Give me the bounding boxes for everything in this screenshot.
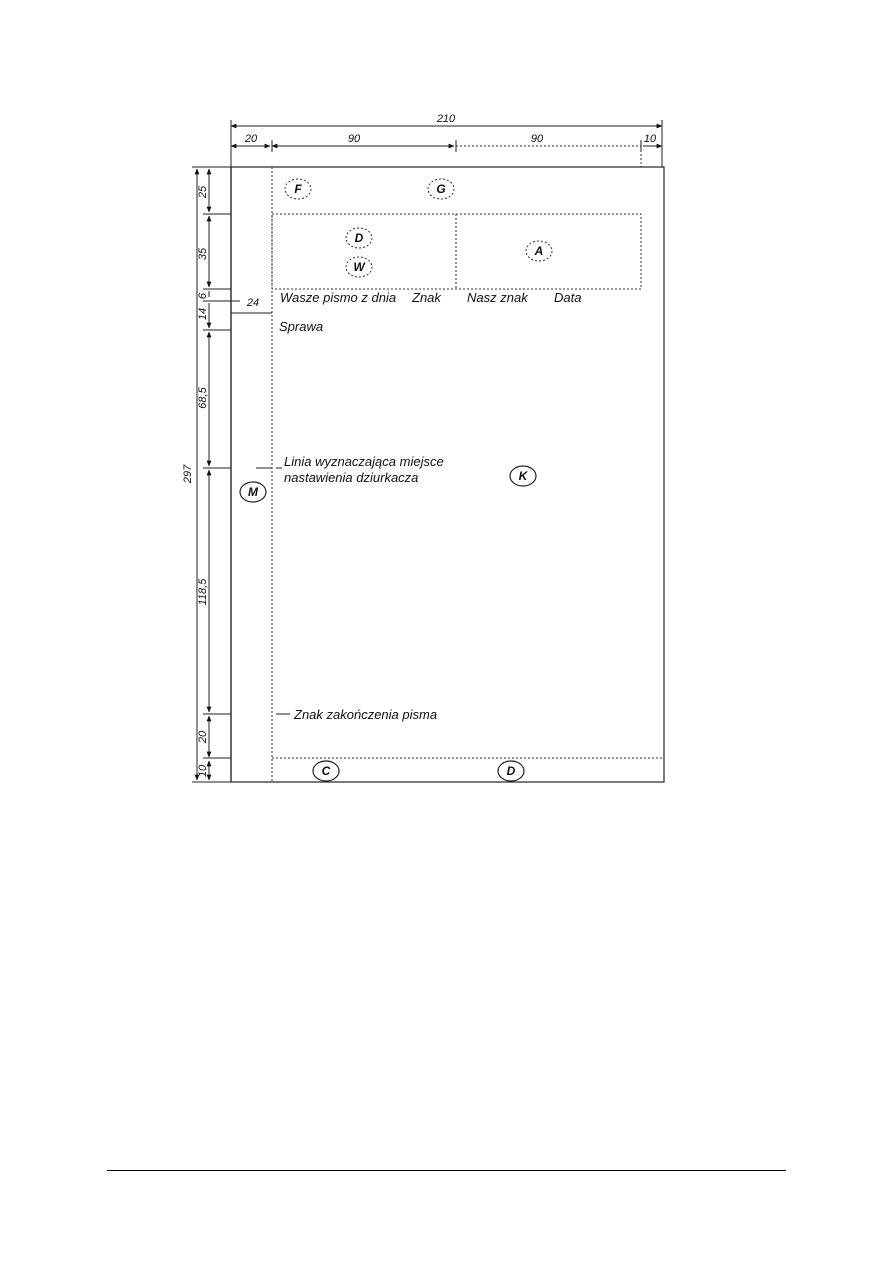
dim-20-bottom: 20 xyxy=(197,730,209,744)
marker-k: K xyxy=(518,469,528,483)
marker-d-top: D xyxy=(354,231,364,245)
dim-10-top: 10 xyxy=(643,133,657,145)
dim-20-top: 20 xyxy=(244,133,258,145)
dim-35: 35 xyxy=(197,247,209,261)
dim-24: 24 xyxy=(246,297,260,309)
dim-25: 25 xyxy=(197,185,209,199)
dim-6: 6 xyxy=(197,292,209,300)
dim-90-left: 90 xyxy=(347,133,361,145)
label-znak-zakonczenia: Znak zakończenia pisma xyxy=(294,707,438,722)
label-wasze-pismo: Wasze pismo z dnia xyxy=(280,290,397,305)
marker-m: M xyxy=(248,485,258,499)
marker-f: F xyxy=(294,182,302,196)
label-linia-2: nastawienia dziurkacza xyxy=(284,470,419,485)
dim-297: 297 xyxy=(182,464,194,484)
dim-118-5: 118,5 xyxy=(197,578,209,606)
marker-d-bottom: D xyxy=(506,764,516,778)
label-data: Data xyxy=(554,290,582,305)
dim-90-right: 90 xyxy=(530,133,544,145)
label-sprawa: Sprawa xyxy=(279,319,324,334)
marker-w: W xyxy=(353,260,365,274)
marker-g: G xyxy=(436,182,446,196)
label-linia-1: Linia wyznaczająca miejsce xyxy=(284,454,444,469)
label-znak: Znak xyxy=(412,290,441,305)
dim-14: 14 xyxy=(197,307,209,321)
dim-10-bottom: 10 xyxy=(197,764,209,778)
footer-rule xyxy=(107,1170,786,1171)
dim-68-5: 68,5 xyxy=(197,387,209,409)
marker-c: C xyxy=(321,764,331,778)
label-nasz-znak: Nasz znak xyxy=(467,290,528,305)
marker-a: A xyxy=(534,244,544,258)
dim-210: 210 xyxy=(436,113,456,125)
